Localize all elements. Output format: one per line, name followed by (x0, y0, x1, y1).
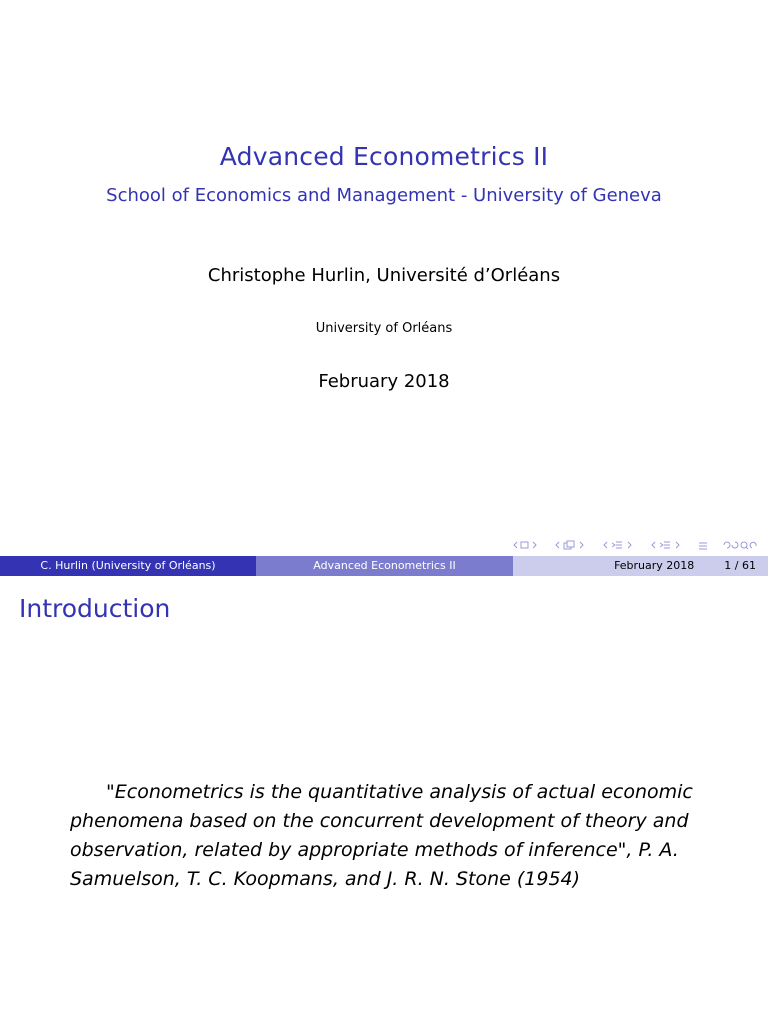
nav-section-icon[interactable] (602, 540, 636, 550)
footer-date: February 2018 (614, 559, 695, 572)
frame-title: Introduction (19, 594, 171, 623)
presentation-date: February 2018 (318, 371, 450, 392)
footer-author: C. Hurlin (University of Orléans) (0, 556, 256, 576)
econometrics-quote: "Econometrics is the quantitative analysis of actual economic phenomena based on the concurrent development of theory and observation, related by appropriate methods of inference", P. A. Samuelson, T. C. Koopmans, and J. R. N. Stone (1954) (70, 781, 693, 890)
nav-search-icon[interactable] (722, 540, 758, 550)
footer-date-page (513, 556, 768, 576)
footer-page-number: 1 / 61 (724, 559, 756, 572)
slide-footer (0, 556, 768, 576)
nav-subsection-icon[interactable] (554, 540, 588, 550)
beamer-navigation-bar (512, 538, 758, 552)
nav-align-icon[interactable] (698, 540, 708, 550)
author: Christophe Hurlin, Université d’Orléans (207, 265, 561, 286)
nav-frame-prev-icon[interactable] (512, 540, 540, 550)
introduction-slide (0, 576, 768, 1024)
presentation-title: Advanced Econometrics II (219, 142, 549, 171)
presentation-subtitle: School of Economics and Management - University of Geneva (106, 185, 662, 206)
institute: University of Orléans (315, 321, 453, 336)
nav-section-icon[interactable] (650, 540, 684, 550)
footer-title: Advanced Econometrics II (256, 556, 513, 576)
